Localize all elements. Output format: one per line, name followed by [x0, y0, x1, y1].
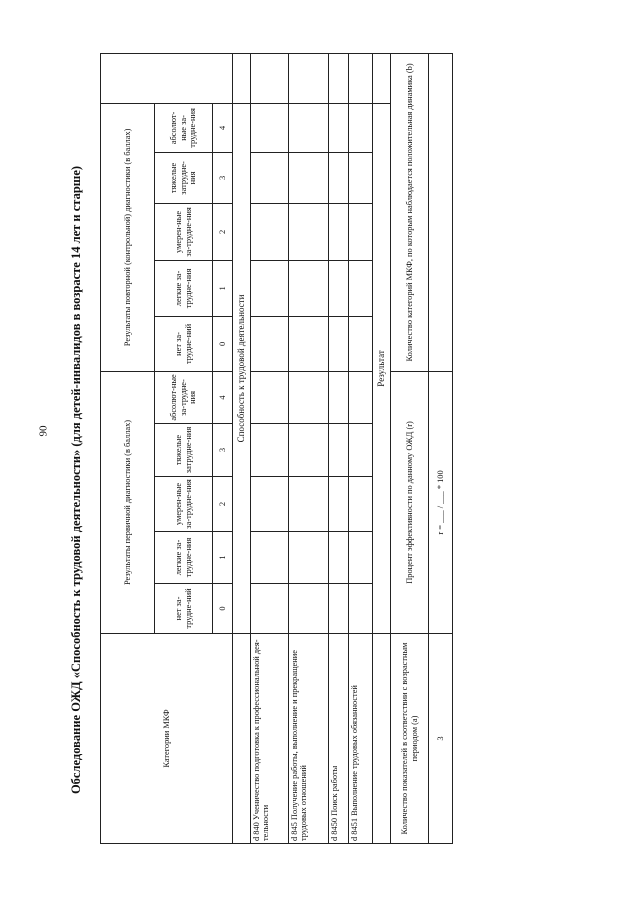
category-row-label: d 8450 Поиск работы	[329, 634, 349, 844]
severity-label: легкие за-трудне-ния	[155, 532, 213, 584]
severity-label: тяжелые затрудне-ния	[155, 152, 213, 203]
efficiency-label: Процент эффективности по данному ОЖД (r)	[391, 371, 429, 633]
positive-dynamics-label: Количество категорий МКФ, по которым наблюдается положительная динамика (b)	[391, 53, 429, 371]
header-primary-diagnostics: Результаты первичной диагностики (в баллах)	[101, 371, 155, 633]
blank-cell	[373, 634, 391, 844]
severity-label: абсолют-ные за-трудне-ния	[155, 103, 213, 152]
header-category: Категории МКФ	[101, 634, 233, 844]
score-cell: 3	[213, 152, 233, 203]
score-cell: 2	[213, 477, 233, 532]
section-title: Способность к трудовой деятельности	[233, 103, 251, 633]
header-repeat-diagnostics: Результаты повторной (контрольной) диагностики (в баллах)	[101, 103, 155, 371]
score-cell: 2	[213, 203, 233, 260]
score-cell: 3	[213, 424, 233, 477]
category-row-label: d 840 Ученичество подготовка к профессиональной дея-тельности	[251, 634, 289, 844]
result-title: Результат	[373, 103, 391, 633]
severity-label: абсолют-ные за-трудне-ния	[155, 371, 213, 423]
category-row-label: d 845 Получение работы, выполнение и прекращение трудовых отношений	[289, 634, 329, 844]
severity-label: легкие за-трудне-ния	[155, 260, 213, 316]
score-cell: 4	[213, 371, 233, 423]
score-cell: 4	[213, 103, 233, 152]
score-cell: 1	[213, 260, 233, 316]
blank-cell	[373, 53, 391, 103]
count-label: Количество показателей в соответствии с возрастным периодом (a)	[391, 634, 429, 844]
rotated-table-area	[100, 54, 450, 844]
category-row-label: d 8451 Выполнение трудовых обязанностей	[349, 634, 373, 844]
blank-cell	[233, 53, 251, 103]
severity-label: нет за-трудне-ний	[155, 584, 213, 634]
score-cell: 1	[213, 532, 233, 584]
blank-cell	[429, 53, 453, 371]
page-title: Обследование ОЖД «Способность к трудовой деятельности» (для детей-инвалидов в возрасте 14 лет и старше)	[69, 165, 83, 795]
blank-header-cell	[101, 53, 233, 103]
score-cell: 0	[213, 584, 233, 634]
severity-label: умерен-ные за-трудне-ния	[155, 477, 213, 532]
blank-cell	[233, 634, 251, 844]
page-number: 90	[37, 425, 50, 437]
efficiency-formula: r = ___ / ___ * 100	[429, 371, 453, 633]
score-cell: 0	[213, 316, 233, 371]
count-value: 3	[429, 634, 453, 844]
severity-label: нет за-трудне-ний	[155, 316, 213, 371]
assessment-table	[100, 53, 453, 844]
severity-label: тяжелые затрудне-ния	[155, 424, 213, 477]
severity-label: умерен-ные за-трудне-ния	[155, 203, 213, 260]
